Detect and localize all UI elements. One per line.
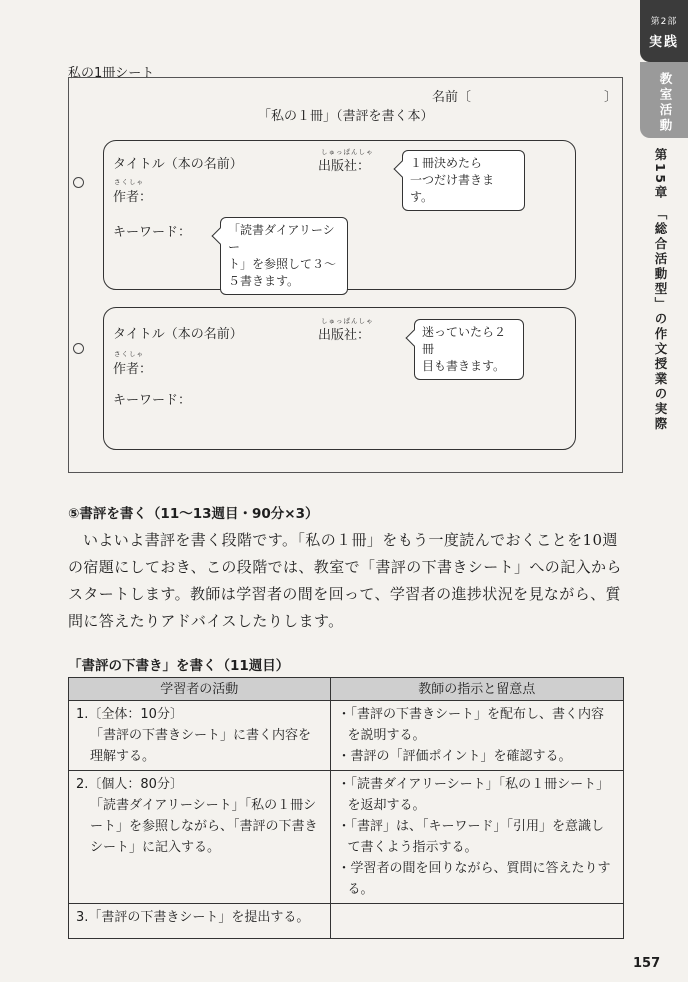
bubble-pointer (212, 228, 229, 245)
body-paragraph: いよいよ書評を書く段階です。「私の１冊」をもう一度読んでおくことを10週の宿題にしておき、この段階では、教室で「書評の下書きシート」への記入からスタートします。教師は学習者の間を回って、学習者の進捗状況を見ながら、質問に答えたりアドバイスしたりします。 (68, 531, 622, 630)
name-field-label: 名前〔 (432, 90, 472, 105)
publisher-label: 出版社： (318, 159, 371, 174)
learner-step-body: 「読書ダイアリーシート」「私の１冊シート」を参照しながら、「書評の下書きシート」に記入する。 (90, 798, 318, 855)
worksheet-label: 私の1冊シート (68, 66, 155, 81)
author-label: 作者： (113, 190, 153, 205)
teacher-note-cell (330, 701, 623, 771)
teacher-note: ・「書評」は、「キーワード」「引用」を意識して書くよう指示する。 (337, 819, 605, 855)
column-header: 学習者の活動 (69, 678, 331, 701)
bubble-text-line: 迷っていたら２冊 (422, 325, 507, 356)
section-tab-label: 教室活動 (658, 72, 673, 134)
learner-activity-cell (69, 904, 331, 939)
name-field-close: 〕 (604, 90, 618, 105)
part-title: 実践 (648, 35, 679, 50)
keyword-label: キーワード： (113, 225, 192, 240)
teacher-note: ・「書評の下書きシート」を配布し、書く内容を説明する。 (337, 707, 605, 743)
chapter-title: 第15章 「総合活動型」の作文授業の実際 (653, 148, 668, 433)
publisher-ruby: しゅっぱんしゃ (321, 148, 374, 156)
learner-step-body: 「書評の下書きシート」に書く内容を理解する。 (90, 728, 312, 764)
bubble-text-line: １冊決めたら (410, 156, 483, 170)
bubble-pointer (394, 161, 411, 178)
table-row (69, 904, 624, 939)
publisher-ruby: しゅっぱんしゃ (321, 317, 374, 325)
binder-hole (73, 343, 84, 354)
publisher-note-bubble (414, 319, 524, 380)
author-label: 作者： (113, 362, 153, 377)
learner-step-head: 1.〔全体：10分〕 (76, 707, 183, 722)
teacher-note: ・学習者の間を回りながら、質問に答えたりする。 (337, 861, 611, 897)
table-row (69, 771, 624, 904)
bubble-text-line: 「読書ダイアリーシー (228, 223, 335, 254)
learner-step-head: 2.〔個人：80分〕 (76, 777, 183, 792)
author-ruby: さくしゃ (114, 350, 144, 358)
teacher-note: ・「読書ダイアリーシート」「私の１冊シート」を返却する。 (337, 777, 610, 813)
learner-activity-cell (69, 771, 331, 904)
bubble-text-line: ５書きます。 (228, 274, 300, 288)
section-heading: ⑤書評を書く（11～13週目・90分×3） (68, 506, 319, 522)
learner-step-head: 3.「書評の下書きシート」を提出する。 (76, 910, 310, 925)
title-label: タイトル（本の名前） (113, 327, 243, 342)
keyword-note-bubble (220, 217, 348, 295)
bubble-text-line: ト」を参照して３～ (228, 257, 337, 271)
part-tab (640, 0, 688, 62)
section-tab (640, 62, 688, 138)
teacher-note-cell (330, 771, 623, 904)
learner-activity-cell (69, 701, 331, 771)
bubble-text-line: 目も書きます。 (422, 359, 506, 373)
part-number: 第2部 (650, 17, 678, 27)
author-ruby: さくしゃ (114, 178, 144, 186)
column-header: 教師の指示と留意点 (330, 678, 623, 701)
worksheet-title: 「私の１冊」（書評を書く本） (258, 109, 434, 124)
binder-hole (73, 177, 84, 188)
bubble-text-line: 一つだけ書きます。 (410, 173, 495, 204)
teacher-note: ・書評の「評価ポイント」を確認する。 (337, 749, 572, 764)
book-card-2 (103, 307, 576, 450)
keyword-label: キーワード： (113, 393, 192, 408)
table-caption: 「書評の下書き」を書く（11週目） (68, 658, 290, 674)
book-card-1 (103, 140, 576, 290)
table-row (69, 701, 624, 771)
activity-table (68, 677, 624, 939)
publisher-note-bubble (402, 150, 525, 211)
teacher-note-cell (330, 904, 623, 939)
title-label: タイトル（本の名前） (113, 157, 243, 172)
table-header-row (69, 678, 624, 701)
page-number: 157 (633, 956, 661, 971)
bubble-pointer (406, 330, 423, 347)
publisher-label: 出版社： (318, 328, 371, 343)
